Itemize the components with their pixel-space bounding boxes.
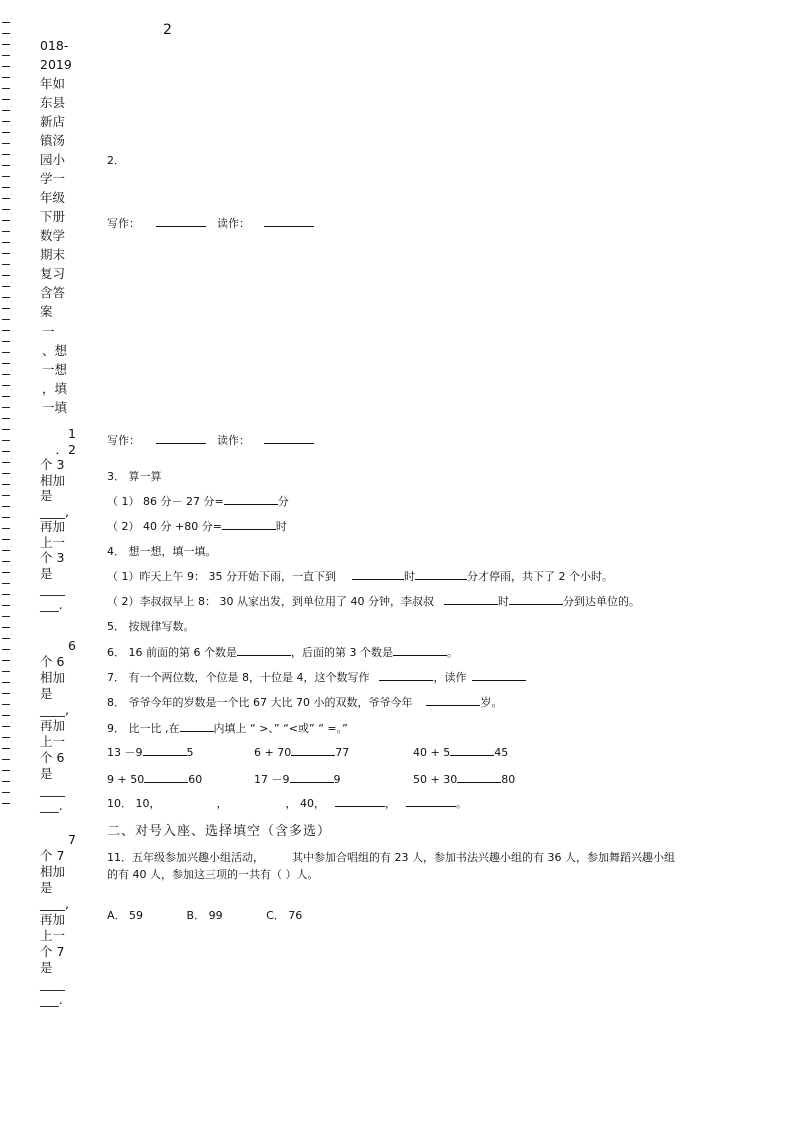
dash-mark	[2, 473, 10, 474]
dash-mark	[2, 572, 10, 573]
vertical-title	[40, 36, 74, 321]
left-q6-line: ___.	[40, 798, 63, 813]
dash-mark	[2, 440, 10, 441]
dash-mark	[2, 671, 10, 672]
dash-mark	[2, 748, 10, 749]
dash-mark	[2, 44, 10, 45]
q2-write-blank[interactable]	[156, 215, 206, 227]
dash-mark	[2, 275, 10, 276]
dash-mark	[2, 660, 10, 661]
title-line: 018-	[40, 38, 69, 53]
section1-line: 一填	[42, 400, 68, 415]
left-q6-line: 再加	[40, 718, 66, 733]
title-line: 年级	[40, 190, 66, 205]
q9-right-expr: 9	[333, 773, 341, 786]
q2-read-blank[interactable]	[264, 215, 314, 227]
dash-mark	[2, 605, 10, 606]
dash-mark	[2, 385, 10, 386]
dash-mark	[2, 110, 10, 111]
dash-mark	[2, 341, 10, 342]
dash-mark	[2, 77, 10, 78]
left-q7-line: ____	[40, 976, 65, 991]
left-q1-line: 相加	[40, 472, 66, 488]
dash-mark	[2, 737, 10, 738]
section1-line: 、想	[42, 343, 68, 358]
left-q1-line: 是	[40, 565, 53, 581]
q7-row	[107, 669, 526, 685]
left-q7-line: 是	[40, 880, 53, 895]
dash-mark	[2, 583, 10, 584]
q6-c: 。	[446, 646, 458, 659]
q8-b: 岁。	[480, 696, 503, 709]
left-q7	[40, 832, 76, 1008]
q11-option-a[interactable]: A． 59	[107, 909, 144, 922]
q3-line2-unit: 时	[275, 520, 287, 533]
dash-mark	[2, 429, 10, 430]
q9-compare-item	[413, 771, 515, 786]
q11-line1a: 11．五年级参加兴趣小组活动，	[107, 851, 264, 864]
dash-mark	[2, 66, 10, 67]
left-q7-line: 相加	[40, 864, 66, 879]
dash-mark	[2, 55, 10, 56]
q2-write-row	[107, 215, 314, 231]
section1-line: ，填	[42, 381, 68, 396]
dash-mark	[2, 484, 10, 485]
dash-mark	[2, 726, 10, 727]
left-q1-line: 上一	[40, 534, 66, 550]
page-number: 2	[163, 22, 172, 38]
left-q7-line: 是	[40, 960, 53, 975]
q9-right-expr: 5	[186, 746, 194, 759]
left-q6-line: 个 6	[40, 654, 65, 669]
q7-a: 7． 有一个两位数，个位是 8，十位是 4，这个数写作	[107, 671, 370, 684]
q7-b: ，读作	[433, 671, 467, 684]
left-q1-line: 个 3	[40, 457, 65, 472]
dash-mark	[2, 396, 10, 397]
title-line: 镇汤	[40, 133, 66, 148]
dash-mark	[2, 682, 10, 683]
title-line: 下册	[40, 209, 66, 224]
left-q7-line: 7	[68, 832, 76, 847]
dash-mark	[2, 187, 10, 188]
q4-line2-blank1[interactable]	[444, 593, 498, 605]
dash-mark	[2, 22, 10, 23]
q10-e: 。	[456, 797, 467, 810]
dash-mark	[2, 792, 10, 793]
left-q6-line: ____,	[40, 702, 69, 717]
q11-options	[107, 907, 302, 923]
dash-mark	[2, 121, 10, 122]
dash-mark	[2, 154, 10, 155]
dash-mark	[2, 99, 10, 100]
left-q7-line: 个 7	[40, 848, 65, 863]
q10-blank1[interactable]	[335, 795, 385, 807]
q4-line1-blank1[interactable]	[352, 568, 404, 580]
left-q7-line: ____,	[40, 896, 69, 911]
q10-d: ，	[385, 797, 396, 810]
q11-line1	[107, 849, 675, 865]
q3-line1-blank[interactable]	[224, 493, 278, 505]
dash-mark	[2, 319, 10, 320]
title-line: 学一	[40, 171, 66, 186]
q4-line1b: 时	[403, 570, 415, 583]
left-q1-line: ．2	[55, 441, 76, 457]
q9-left-expr: 9 + 50	[107, 773, 145, 786]
q9-compare-blank[interactable]	[143, 744, 187, 756]
dash-mark	[2, 550, 10, 551]
title-line: 2019	[40, 57, 72, 72]
dash-mark	[2, 715, 10, 716]
dash-mark	[2, 209, 10, 210]
q9-right-expr: 77	[335, 746, 350, 759]
q3-line2-blank[interactable]	[222, 518, 276, 530]
q9-compare-blank[interactable]	[291, 744, 335, 756]
q9-compare-item	[254, 771, 341, 787]
dash-mark	[2, 253, 10, 254]
q2b-write-row	[107, 432, 314, 448]
q9-b: 内填上 “ >、” “<或” “ =。”	[213, 722, 348, 735]
dash-mark	[2, 231, 10, 232]
dash-mark	[2, 132, 10, 133]
q2b-write-blank[interactable]	[156, 432, 206, 444]
title-line: 数学	[40, 228, 66, 243]
left-q1-line: 1	[68, 426, 76, 441]
left-q1-line: ____	[40, 581, 65, 596]
dash-mark	[2, 88, 10, 89]
dash-mark	[2, 649, 10, 650]
dash-mark	[2, 517, 10, 518]
dash-mark	[2, 770, 10, 771]
dash-mark	[2, 176, 10, 177]
dash-mark	[2, 638, 10, 639]
dash-mark	[2, 462, 10, 463]
q9-compare-item	[107, 771, 202, 786]
dash-mark	[2, 781, 10, 782]
q9-left-expr: 50 + 30	[413, 773, 458, 786]
q9-left-expr: 17 －9	[254, 773, 290, 786]
q9-right-expr: 45	[494, 746, 509, 759]
q3-title: 3． 算一算	[107, 470, 162, 483]
q9-compare-blank[interactable]	[450, 744, 494, 756]
q8-a: 8． 爷爷今年的岁数是一个比 67 大比 70 小的双数，爷爷今年	[107, 696, 413, 709]
section1-vertical-heading	[42, 322, 76, 417]
dash-mark	[2, 286, 10, 287]
section2-heading: 二、对号入座、选择填空（含多选）	[107, 824, 332, 839]
dash-mark	[2, 330, 10, 331]
q8-row	[107, 694, 502, 710]
left-q6-line: ____	[40, 782, 65, 797]
q9-title-row	[107, 720, 348, 736]
dash-mark	[2, 407, 10, 408]
q3-line1-unit: 分	[277, 495, 289, 508]
q9-right-expr: 60	[188, 773, 203, 786]
q3-line2	[107, 518, 287, 534]
dash-mark	[2, 693, 10, 694]
left-q1-line: 再加	[40, 519, 66, 534]
q9-compare-blank[interactable]	[457, 771, 501, 783]
dash-mark	[2, 803, 10, 804]
q4-line1a: （ 1）昨天上午 9： 35 分开始下雨，一直下到	[107, 570, 336, 583]
q4-line1-blank2[interactable]	[415, 568, 467, 580]
left-q6-line: 个 6	[40, 750, 65, 765]
q9-compare-item	[413, 744, 508, 759]
left-q6-line: 相加	[40, 670, 66, 685]
q11-line1b: 其中参加合唱组的有 23 人，参加书法兴趣小组的有 36 人，参加舞蹈兴趣小组	[292, 851, 675, 864]
title-line: 新店	[40, 114, 66, 129]
q6-blank2[interactable]	[393, 644, 447, 656]
dash-mark	[2, 594, 10, 595]
q10-b: ，	[216, 797, 228, 810]
left-q1-line: 个 3	[40, 550, 65, 565]
q7-blank1[interactable]	[379, 669, 433, 681]
left-q1-line: 是	[40, 488, 53, 503]
dash-mark	[2, 506, 10, 507]
q3-line2-text: （ 2） 40 分 +80 分=	[107, 520, 222, 533]
dash-mark	[2, 242, 10, 243]
title-line: 园小	[40, 152, 66, 167]
q4-line2-blank2[interactable]	[509, 593, 563, 605]
q11-option-b[interactable]: B． 99	[186, 909, 223, 922]
q9-left-expr: 13 －9	[107, 746, 143, 759]
section1-line: 一	[42, 324, 55, 339]
dash-mark	[2, 528, 10, 529]
left-q1-line: ____,	[40, 503, 69, 519]
title-line: 东县	[40, 95, 66, 110]
left-q7-line: 个 7	[40, 944, 65, 959]
dash-mark	[2, 627, 10, 628]
dash-mark	[2, 616, 10, 617]
dash-mark	[2, 539, 10, 540]
q4-line2a: （ 2）李叔叔早上 8： 30 从家出发，到单位用了 40 分钟，李叔叔	[107, 595, 434, 608]
dash-mark	[2, 418, 10, 419]
left-q6-line: 上一	[40, 734, 66, 749]
q4-title: 4． 想一想，填一填。	[107, 545, 217, 558]
dash-mark	[2, 264, 10, 265]
q3-line1	[107, 493, 289, 509]
dash-mark	[2, 143, 10, 144]
q2b-write-label: 写作：	[107, 434, 140, 447]
q9-left-expr: 40 + 5	[413, 746, 451, 759]
dash-mark	[2, 33, 10, 34]
q9-a: 9． 比一比 ,在	[107, 722, 180, 735]
dash-mark	[2, 363, 10, 364]
q4-line2	[107, 593, 640, 609]
q9-compare-blank[interactable]	[144, 771, 188, 783]
q4-line1c: 分才停雨，共下了 2 个小时。	[466, 570, 613, 583]
q2-number: 2．	[107, 154, 125, 167]
left-q7-line: 上一	[40, 928, 66, 943]
dash-mark	[2, 308, 10, 309]
q11-line2: 的有 40 人，参加这三项的一共有（ ）人。	[107, 868, 319, 881]
q11-option-c[interactable]: C． 76	[266, 909, 303, 922]
q2b-read-blank[interactable]	[264, 432, 314, 444]
q9-compare-item	[254, 744, 349, 759]
left-q1	[40, 426, 76, 612]
dash-mark	[2, 704, 10, 705]
q9-left-expr: 6 + 70	[254, 746, 292, 759]
title-line: 复习	[40, 266, 66, 281]
q8-blank[interactable]	[426, 694, 480, 706]
dash-mark	[2, 198, 10, 199]
left-q1-line: ___.	[40, 596, 63, 612]
dash-mark	[2, 220, 10, 221]
q6-row	[107, 644, 458, 660]
left-q6-line: 是	[40, 766, 53, 781]
title-line: 年如	[40, 76, 66, 91]
title-line: 案	[40, 304, 53, 319]
dash-mark	[2, 495, 10, 496]
dash-mark	[2, 451, 10, 452]
q2b-read-label: 读作：	[217, 434, 250, 447]
dash-mark	[2, 374, 10, 375]
q4-line2c: 分到达单位的。	[562, 595, 640, 608]
q7-blank2[interactable]	[472, 669, 526, 681]
q5-title: 5． 按规律写数。	[107, 620, 195, 633]
dash-mark	[2, 297, 10, 298]
left-q6-line: 6	[68, 638, 76, 653]
section1-line: 一想	[42, 362, 68, 377]
left-q6-line: 是	[40, 686, 53, 701]
dash-mark	[2, 561, 10, 562]
q6-b: ，后面的第 3 个数是	[290, 646, 393, 659]
q6-blank1[interactable]	[237, 644, 291, 656]
q9-title-blank[interactable]	[180, 720, 214, 732]
q10-c: ， 40，	[285, 797, 325, 810]
title-line: 含答	[40, 285, 66, 300]
dash-mark	[2, 165, 10, 166]
q4-line1	[107, 568, 613, 584]
q6-a: 6． 16 前面的第 6 个数是	[107, 646, 237, 659]
dash-mark	[2, 759, 10, 760]
q10-a: 10． 10，	[107, 797, 161, 810]
title-line: 期末	[40, 247, 66, 262]
left-q7-line: ___.	[40, 992, 63, 1007]
binding-dashes	[2, 22, 12, 814]
q4-line2b: 时	[497, 595, 509, 608]
dash-mark	[2, 352, 10, 353]
q10-blank2[interactable]	[406, 795, 456, 807]
q3-line1-text: （ 1） 86 分－ 27 分=	[107, 495, 224, 508]
left-q6	[40, 638, 76, 814]
q9-compare-item	[107, 744, 194, 760]
q2-write-label: 写作：	[107, 217, 140, 230]
q9-right-expr: 80	[501, 773, 516, 786]
left-q7-line: 再加	[40, 912, 66, 927]
q9-compare-blank[interactable]	[290, 771, 334, 783]
q10-row	[107, 795, 467, 811]
q2-read-label: 读作：	[217, 217, 250, 230]
